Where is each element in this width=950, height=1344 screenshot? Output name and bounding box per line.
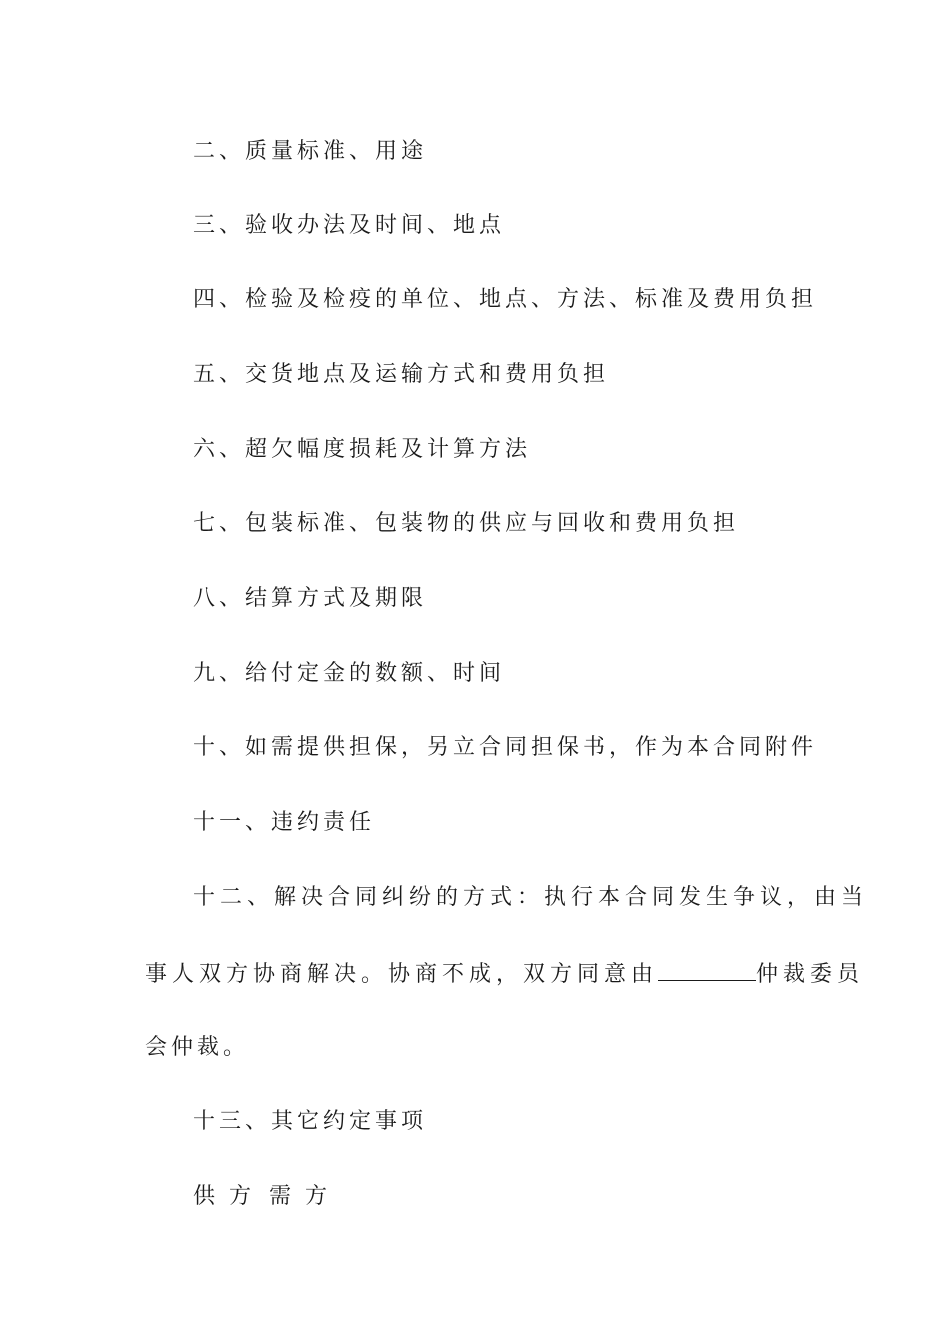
clause-dispute-line-1: 十二、解决合同纠纷的方式：执行本合同发生争议，由当 bbox=[193, 885, 869, 910]
clause-packaging: 七、包装标准、包装物的供应与回收和费用负担 bbox=[193, 511, 740, 536]
clause-settlement: 八、结算方式及期限 bbox=[193, 586, 428, 611]
clause-guarantee: 十、如需提供担保，另立合同担保书，作为本合同附件 bbox=[193, 735, 818, 760]
clause-inspection: 四、检验及检疫的单位、地点、方法、标准及费用负担 bbox=[193, 287, 818, 312]
dispute-text-before-blank: 事人双方协商解决。协商不成，双方同意由 bbox=[145, 962, 659, 987]
arbitration-committee-blank bbox=[658, 958, 756, 981]
supplier-label: 供方 bbox=[193, 1184, 266, 1209]
clause-deposit: 九、给付定金的数额、时间 bbox=[193, 661, 506, 686]
clause-acceptance: 三、验收办法及时间、地点 bbox=[193, 213, 506, 238]
clause-loss: 六、超欠幅度损耗及计算方法 bbox=[193, 437, 532, 462]
clause-dispute-line-3: 会仲裁。 bbox=[145, 1035, 250, 1060]
clause-delivery: 五、交货地点及运输方式和费用负担 bbox=[193, 362, 610, 387]
signature-row bbox=[193, 1182, 873, 1212]
clause-dispute-line-2 bbox=[145, 958, 865, 990]
clause-liability: 十一、违约责任 bbox=[193, 810, 376, 835]
clause-quality: 二、质量标准、用途 bbox=[193, 139, 428, 164]
dispute-text-after-blank: 仲裁委员 bbox=[756, 962, 865, 987]
buyer-label: 需方 bbox=[269, 1184, 342, 1209]
clause-other-matters: 十三、其它约定事项 bbox=[193, 1109, 428, 1134]
